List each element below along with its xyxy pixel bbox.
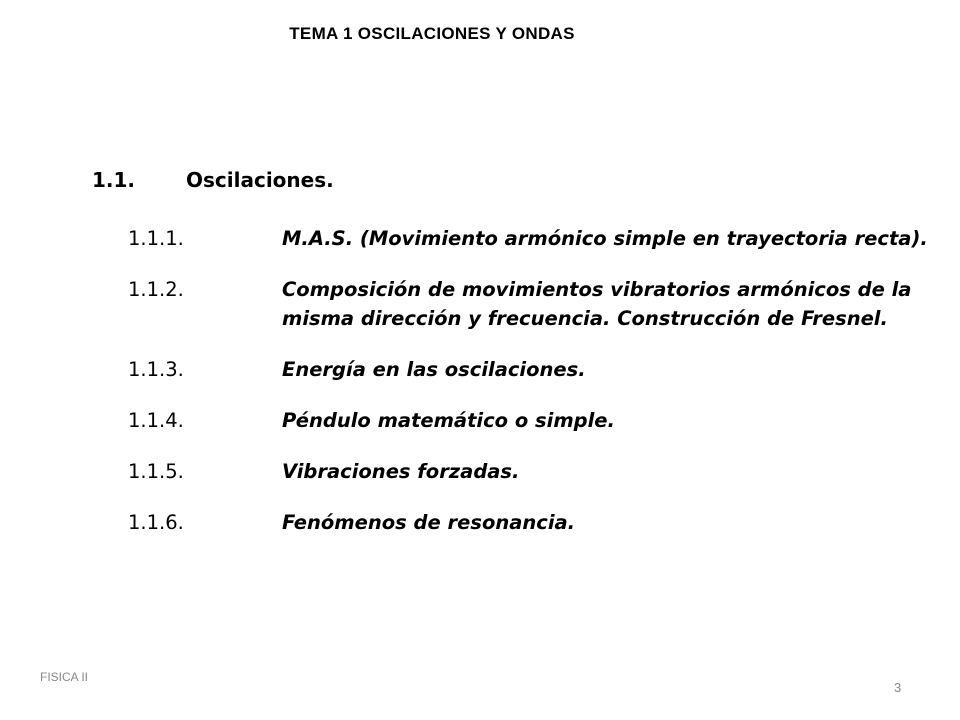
subsection-item (128, 457, 928, 486)
slide-title: TEMA 1 OSCILACIONES Y ONDAS (289, 24, 575, 43)
subsection-number: 1.1.5. (128, 460, 184, 483)
subsection-number: 1.1.4. (128, 409, 184, 432)
subsection-text: Péndulo matemático o simple. (282, 409, 615, 432)
subsection-text: Composición de movimientos vibratorios armónicos de la misma dirección y frecuencia. Construcción de Fresnel. (282, 278, 912, 330)
subsection-list (128, 224, 928, 559)
subsection-item (128, 275, 928, 333)
subsection-item (128, 508, 928, 537)
subsection-text: Fenómenos de resonancia. (282, 511, 576, 534)
subsection-text: M.A.S. (Movimiento armónico simple en trayectoria recta). (282, 227, 928, 250)
footer-course-label: FISICA II (40, 670, 89, 684)
subsection-number: 1.1.3. (128, 358, 184, 381)
subsection-text: Vibraciones forzadas. (282, 460, 520, 483)
subsection-number: 1.1.1. (128, 227, 184, 250)
page-number: 3 (894, 680, 902, 695)
subsection-text: Energía en las oscilaciones. (282, 358, 586, 381)
section-label: Oscilaciones. (186, 168, 334, 192)
subsection-item (128, 406, 928, 435)
subsection-number: 1.1.6. (128, 511, 184, 534)
section-number: 1.1. (92, 168, 136, 192)
subsection-number: 1.1.2. (128, 278, 184, 301)
subsection-item (128, 224, 928, 253)
subsection-item (128, 355, 928, 384)
section-heading (92, 168, 334, 192)
